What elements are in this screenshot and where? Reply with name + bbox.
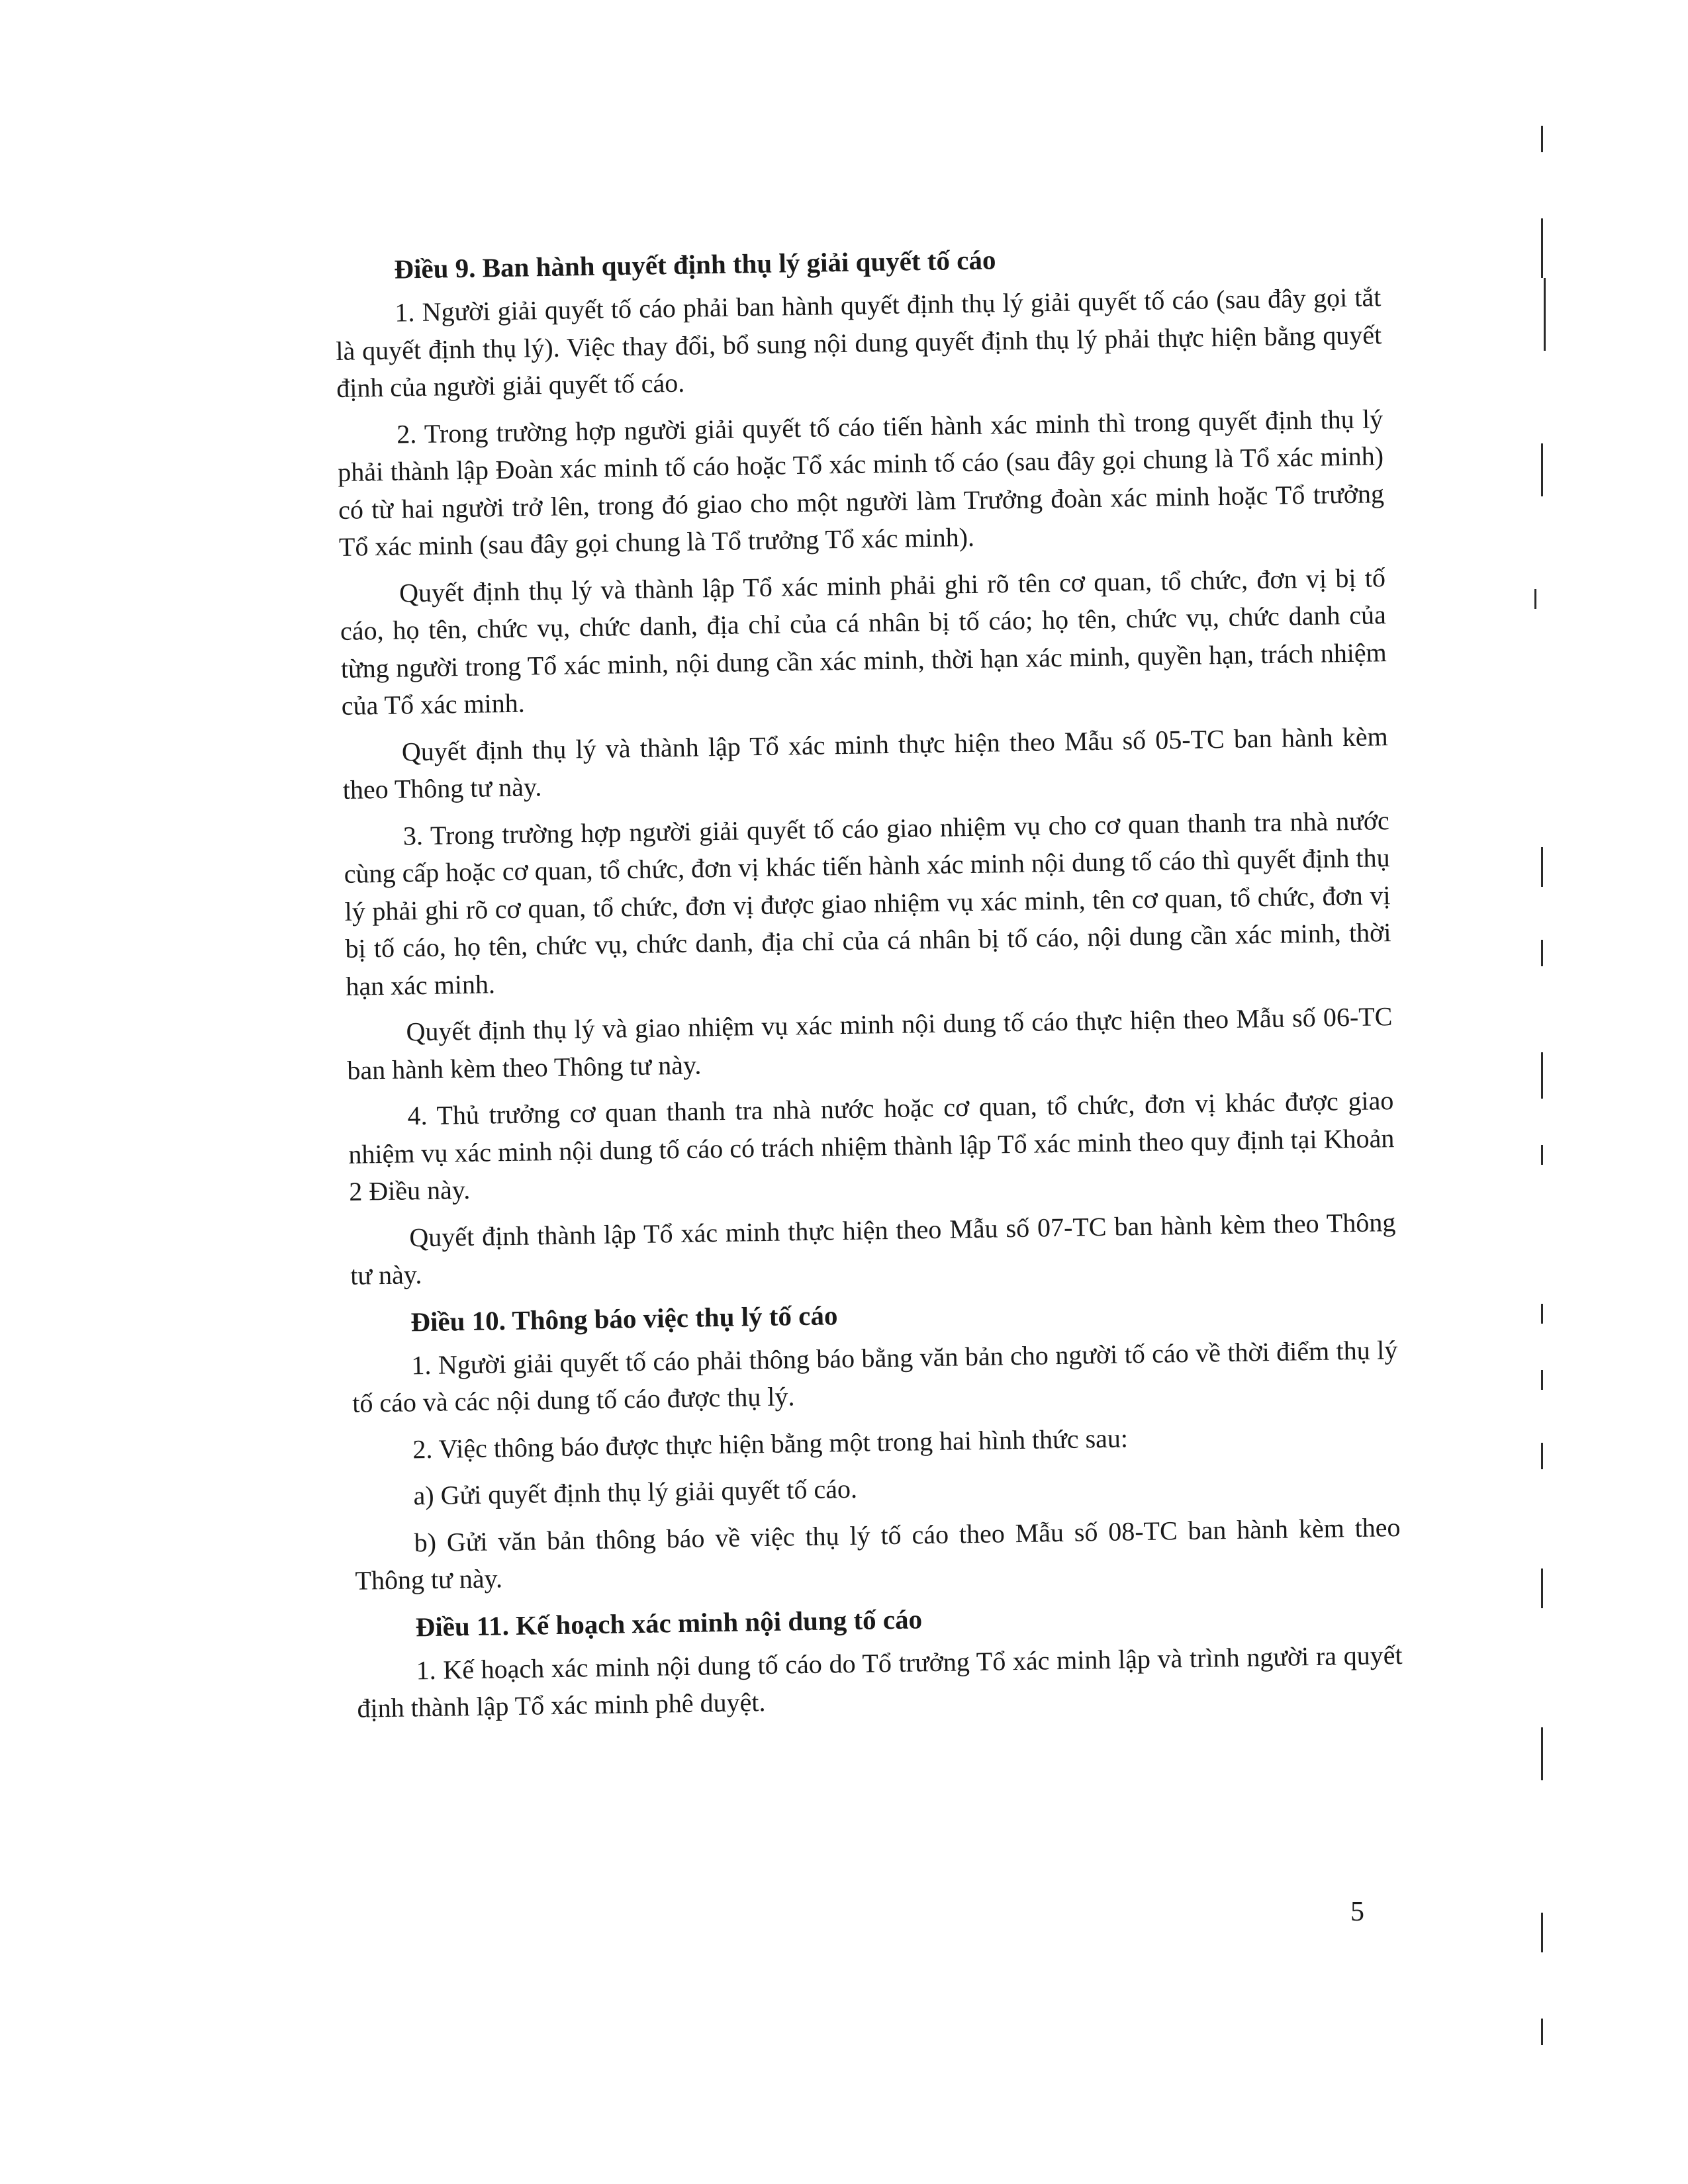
- paragraph: Quyết định thụ lý và thành lập Tổ xác minh phải ghi rõ tên cơ quan, tổ chức, đơn vị bị tố cáo, họ tên, chức vụ, chức danh, địa chỉ của cá nhân bị tố cáo; họ tên, chức vụ, chức danh của từng người trong Tổ xác minh, nội dung cần xác minh, thời hạn xác minh, quyền hạn, trách nhiệm của Tổ xác minh.: [340, 562, 1387, 721]
- article-heading: Điều 9. Ban hành quyết định thụ lý giải quyết tố cáo: [394, 244, 996, 285]
- section-article-11: [355, 1592, 1403, 1727]
- article-heading: Điều 11. Kế hoạch xác minh nội dung tố cáo: [415, 1603, 923, 1642]
- scan-edge-marks: [1541, 126, 1561, 2058]
- paragraph: Quyết định thành lập Tổ xác minh thực hiện theo Mẫu số 07-TC ban hành kèm theo Thông tư này.: [350, 1206, 1396, 1291]
- paragraph: Quyết định thụ lý và thành lập Tổ xác minh thực hiện theo Mẫu số 05-TC ban hành kèm theo Thông tư này.: [342, 721, 1389, 805]
- paragraph: Quyết định thụ lý và giao nhiệm vụ xác minh nội dung tố cáo thực hiện theo Mẫu số 06-TC ban hành kèm theo Thông tư này.: [347, 1001, 1393, 1085]
- paragraph: 3. Trong trường hợp người giải quyết tố cáo giao nhiệm vụ cho cơ quan thanh tra nhà nước cùng cấp hoặc cơ quan, tổ chức, đơn vị khác tiến hành xác minh nội dung tố cáo thì quyết định thụ lý phải ghi rõ cơ quan, tổ chức, đơn vị được giao nhiệm vụ xác minh, tên cơ quan, tổ chức, đơn vị bị tố cáo, họ tên, chức vụ, chức danh, địa chỉ của cá nhân bị tố cáo, nội dung cần xác minh, thời hạn xác minh.: [344, 805, 1391, 1001]
- paragraph: b) Gửi văn bản thông báo về việc thụ lý tố cáo theo Mẫu số 08-TC ban hành kèm theo Thông tư này.: [355, 1512, 1401, 1596]
- paragraph: 1. Kế hoạch xác minh nội dung tố cáo do Tổ trưởng Tổ xác minh lập và trình người ra quyết định thành lập Tổ xác minh phê duyệt.: [357, 1639, 1403, 1723]
- paragraph: 1. Người giải quyết tố cáo phải thông báo bằng văn bản cho người tố cáo về thời điểm thụ lý tố cáo và các nội dung tố cáo được thụ lý.: [352, 1334, 1398, 1418]
- paragraph: 2. Trong trường hợp người giải quyết tố cáo tiến hành xác minh thì trong quyết định thụ lý phải thành lập Đoàn xác minh tố cáo hoặc Tổ xác minh tố cáo (sau đây gọi chung là Tổ xác minh) có từ hai người trở lên, trong đó giao cho một người làm Trưởng đoàn xác minh hoặc Tổ trưởng Tổ xác minh (sau đây gọi chung là Tổ trưởng Tổ xác minh).: [337, 403, 1385, 562]
- paragraph: 1. Người giải quyết tố cáo phải ban hành quyết định thụ lý giải quyết tố cáo (sau đây gọi tắt là quyết định thụ lý). Việc thay đổi, bổ sung nội dung quyết định thụ lý phải thực hiện bằng quyết định của người giải quyết tố cáo.: [336, 282, 1382, 403]
- section-article-9: [334, 235, 1397, 1295]
- section-article-10: [351, 1287, 1401, 1600]
- paragraph: 4. Thủ trưởng cơ quan thanh tra nhà nước hoặc cơ quan, tổ chức, đơn vị khác được giao nhiệm vụ xác minh nội dung tố cáo có trách nhiệm thành lập Tổ xác minh theo quy định tại Khoản 2 Điều này.: [348, 1085, 1395, 1206]
- article-heading: Điều 10. Thông báo việc thụ lý tố cáo: [410, 1299, 838, 1337]
- paragraph: a) Gửi quyết định thụ lý giải quyết tố cáo.: [413, 1473, 858, 1511]
- paragraph: 2. Việc thông báo được thực hiện bằng một trong hai hình thức sau:: [412, 1422, 1129, 1464]
- document-body: [334, 235, 1403, 1737]
- page-number: 5: [1350, 1897, 1364, 1927]
